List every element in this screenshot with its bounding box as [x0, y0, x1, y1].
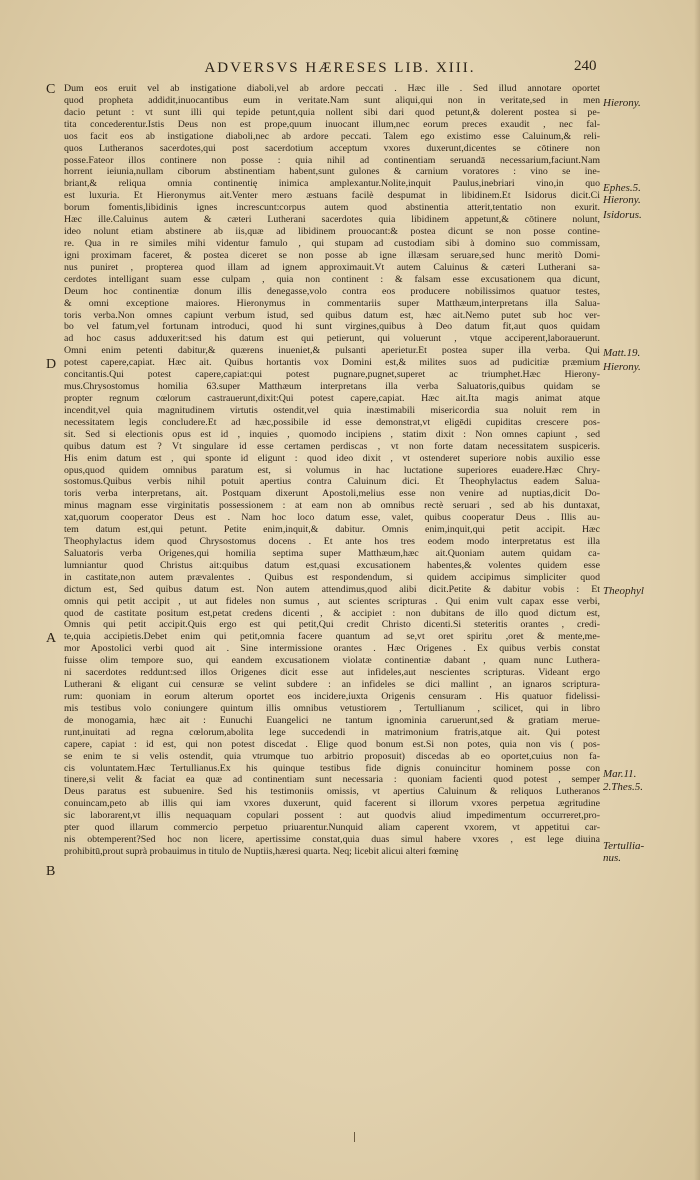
- section-letter-c: C: [46, 82, 56, 97]
- text-line: sostomus.Quibus verbis nihil potuit apertius contra Caluinum dici. Et Theophylactus eadem Salua-: [64, 476, 600, 488]
- text-line: lumniantur quod Christus ait:quibus datum est,quasi excusationem habentes,& volentes quidem esse: [64, 559, 600, 571]
- text-line: sit. Sed si electionis opus est id , inquies , quomodo incipiens , statim dixit : Non omnes capiunt , sed: [64, 428, 600, 440]
- text-line: tita concederentur.Istis Deus non est prope,quum inuocant illum,nec eorum preces exaudit , nec fal-: [64, 118, 600, 130]
- text-line: sic laborarent,vt illis nequaquam copulari possent : aut quodvis aliud impedimentum occurreret,pro-: [64, 810, 600, 822]
- bottom-mark: [354, 1132, 355, 1142]
- text-line: fuisse olim tempore suo, qui eandem excusationem violatæ continentiæ dabant , quam nunc Luthera-: [64, 655, 600, 667]
- text-line: in castitate,non autem prævalentes . Quibus est respondendum, si quidem accipimus simpliciter quod: [64, 571, 600, 583]
- text-line: toris verba.Non omnes capiunt verbum istud, sed quibus datum est, hæc ait.Nemo putet sub hoc ver-: [64, 309, 600, 321]
- text-line: runt,inuitati ad regna cœlorum,abolita lege succedendi in matrimonium fratris,atque ait. Qui potest: [64, 726, 600, 738]
- text-line: tinere,si velit & faciat ea quæ ad continentiam sunt necessaria : quoniam facienti quod potest , semper: [64, 774, 600, 786]
- text-line: rum: quoniam in eorum alterum oportet eos incidere,iuxta Origenis censuram . His quatuor fidelissi-: [64, 691, 600, 703]
- text-line: omnis qui petit accipit , ut aut fideles non sumus , aut scientes scripturas . Qui enim vult capax esse verbi,: [64, 595, 600, 607]
- text-line: Dum eos eruit vel ab instigatione diaboli,vel ab ardore peccati . Hæc ille . Sed illud annotare oportet: [64, 83, 600, 94]
- text-line: conuincam,peto ab illis qui iam vxores duxerunt, quid facerent si illorum vxores perpetua ægritudine: [64, 798, 600, 810]
- text-line: mus.Chrysostomus homilia 63.super Matthæum interpretans illa verba Saluatoris,quibus quidam se: [64, 381, 600, 393]
- text-line: posse.Fateor illos continere non posse : quia nihil ad continentiam seruandā necessarium,faciunt.Nam: [64, 154, 600, 166]
- text-line: de monogamia, hæc ait : Eunuchi Euangelici ne tantum ignominia caruerunt,sed & gratiam merue-: [64, 714, 600, 726]
- text-line: Deum hoc continentiæ donum illis denegasse,volo contra eos producere nobilissimos quatuor testes,: [64, 285, 600, 297]
- text-line: Lutherani & eligant cui censuræ se velint subdere : an infideles se dici mallint , an ignaros scriptura-: [64, 679, 600, 691]
- text-line: dacio petunt : vt sunt illi qui tepide petunt,quia nollent sibi dari quod petunt,& dolerent postea si pe-: [64, 106, 600, 118]
- text-line: briant,& reliqua omnia continentię inimica amplexantur.Nolite,inquit Paulus,inebriari vino,in quo: [64, 178, 600, 190]
- margin-note-hierony-2: Hierony.: [603, 194, 641, 206]
- text-line: est luxuria. Et Hieronymus ait.Venter mero æstuans facilè despumat in libidinem.Et Isidorus dicit.Ci: [64, 190, 600, 202]
- text-line: prohibitū,prout suprà probauimus in titulo de Nuptiis,hæresi quarta. Neq; licebit alicui alteri fœminę: [64, 846, 459, 857]
- text-line: propter regnum cœlorum castrauerunt,dixit:Qui potest capere,capiat. Hæc ait.Ita magis animat atque: [64, 392, 600, 404]
- text-line: Omni enim petenti dabitur,& quærens inueniet,& pulsanti aperietur.Et postea super illa verba. Qui: [64, 345, 600, 357]
- text-line: horrent ieiunia,nullam ciborum abstinentiam habent,sunt gulones & carnium voratores : vino se ine-: [64, 166, 600, 178]
- page-edge-shadow: [694, 0, 700, 1180]
- text-line: borum fomentis,libidinis ignes increscunt:corpus autem quod abstinentia atterit,tentatio non exurit.: [64, 202, 600, 214]
- text-line: Hæc ille.Caluinus autem & cæteri Lutherani sacerdotes quia libidinem appetunt,& cōtinere nolunt,: [64, 214, 600, 226]
- text-line: bo vel fatum,vel fortunam introduci, quod hi sunt virgines,quibus à Deo datum fit,aut quos quidam: [64, 321, 600, 333]
- text-line: ad hoc casus adduxerit:sed his datum est qui petierunt, qui voluerunt , vtque acciperent,laborauerunt.: [64, 333, 600, 345]
- section-letter-a: A: [46, 631, 57, 646]
- text-line: cerdotes intelligant suam esse culpam , quia non continent : & falsam esse excusationem qua dicunt,: [64, 273, 600, 285]
- text-line: His enim datum est , qui sponte id eligunt : quod ideo dixit , vt ostenderet superiore nobis auxilio esse: [64, 452, 600, 464]
- text-line: pter quod illarum commercio perpetuo priuarentur.Nunquid aliam caperent vxorem, vt appetitui car-: [64, 822, 600, 834]
- text-line: quod de castitate positum est,petat credens dicenti , & accipiet : non dubitans de illo quod dictum est,: [64, 607, 600, 619]
- text-line: te,quia accipietis.Debet enim qui petit,omnia facere quantum ad se,vt oret spiritu ,oret & mente,me-: [64, 631, 600, 643]
- text-line: Omnis qui petit accipit.Quis ergo est qui petit,Qui credit Christo dicenti.Si steteritis orantes , credi-: [64, 619, 600, 631]
- section-letter-b: B: [46, 864, 56, 879]
- text-line: necessitatem legis concludere.Et ad hæc,possibile id esse demonstrat,vt eligēdi cupiditas crescere pos-: [64, 416, 600, 428]
- folio-number: 240: [574, 58, 597, 74]
- text-line: xat,quorum cooperator Deus est . Nam hoc loco datum esse, valet, quibus cooperatur Deus . Illis au-: [64, 512, 600, 524]
- margin-note-isidorus: Isidorus.: [603, 209, 642, 221]
- text-line: mis testibus volo coniungere quintum illis omnibus vetustiorem , Tertullianum , scilicet, qui in libro: [64, 702, 600, 714]
- text-line: quod propheta addidit,inuocantibus eum in veritate.Nam sunt aliqui,qui non in veritate,sed in men: [64, 94, 600, 106]
- text-line: ideo nolunt etiam abstinere ab iis,quæ ad libidinem prouocant:& postea dicunt se non posse contine-: [64, 226, 600, 238]
- text-line: cis voluntatem.Hæc Tertullianus.Ex his quinque testibus fide dignis conuincitur hominem posse con: [64, 762, 600, 774]
- text-line: nis obtemperent?Sed hoc non licere, apertissime constat,quia duas simul habere vxores , est lege diuina: [64, 834, 600, 846]
- margin-note-thes: 2.Thes.5.: [603, 781, 644, 793]
- text-line: igni proximam faceret, & postea diceret se non posse ab igne illæsam seruare,sed hunc meritò Domi-: [64, 249, 600, 261]
- text-line: ni sacerdotes reddunt:sed illos Origenes dicit esse aut infideles,aut nescientes scripturas. Videant ergo: [64, 667, 600, 679]
- text-line: se enim te si velis ostendit, quia vtrumque tuo arbitrio proposuit) discedas ab eo oportet,cuius non fa-: [64, 750, 600, 762]
- text-line: concitantis.Qui potest capere,capiat:qui potest pugnare,pugnet,superet ac triumphet.Hæc Hierony-: [64, 369, 600, 381]
- text-line: capere, capiat : id est, qui non potest discedat . Elige quod bonum est.Si non potes, quia non vis ( pos-: [64, 738, 600, 750]
- text-line: potest capere,capiat. Hæc ait. Quibus hortantis vox Domini est,& milites suos ad pudicitiæ præmium: [64, 357, 600, 369]
- text-line: incendit,vel quia magnitudinem virtutis ostendit,vel quia inæstimabili misericordia sua noluit rem in: [64, 404, 600, 416]
- margin-note-ephes: Ephes.5.: [603, 182, 641, 194]
- text-line: uos facit eos ab instigatione diaboli,nec ab ardore peccati. Talem ego existimo esse Caluinum,& reli-: [64, 130, 600, 142]
- body-text: [64, 83, 600, 858]
- text-line: quibus datum est ? Vt singulare id esse certamen perdiscas , vt non forte datam necessitatem suspiceris.: [64, 440, 600, 452]
- margin-note-nus: nus.: [603, 852, 622, 864]
- margin-note-hierony-3: Hierony.: [603, 361, 641, 373]
- text-line: Theophylactus idem quod Chrysostomus docens . Et ante hos tres eodem modo interpretatus est illa: [64, 536, 600, 548]
- margin-note-hierony: Hierony.: [603, 97, 641, 109]
- margin-note-tertullia: Tertullia-: [603, 840, 645, 852]
- text-line: re. Qua in re similes mihi videntur famulo , qui stupam ad custodiam sibi à domino suo commissam,: [64, 237, 600, 249]
- page-header: [0, 60, 700, 82]
- margin-note-mar: Mar.11.: [603, 768, 637, 780]
- text-line: tem datum est,qui petunt. Petite enim,inquit,& dabitur. Omnis enim,inquit,qui petit accipit. Hæc: [64, 524, 600, 536]
- text-line: quos Lutheranos sacerdotes,qui post sacerdotium acceptum vxores duxerunt,dicentes se cōtinere non: [64, 142, 600, 154]
- text-line: Saluatoris verba Origenes,qui homilia septima super Matthæum,hæc ait.Quoniam autem quidam ca-: [64, 547, 600, 559]
- text-line: toris verba interpretans, ait. Postquam dixerunt Apostoli,melius esse non venire ad nuptias,dicit Do-: [64, 488, 600, 500]
- text-line: minus magnam esse virginitatis possessionem : at eam non ab omnibus rectè seruari , sed ab his duntaxat,: [64, 500, 600, 512]
- text-line: nus puniret , propterea quod illam ad ignem approximauit.Vt autem Caluinus & cæteri Lutherani sa-: [64, 261, 600, 273]
- section-letter-d: D: [46, 357, 57, 372]
- text-line: opus,quod quidem omnibus paratum est, si volumus in hac luctatione superiores euadere.Hæc Chry-: [64, 464, 600, 476]
- text-line: Deus paratus est subuenire. Sed his testimoniis omissis, vt apertius Caluinum & reliquos Lutheranos: [64, 786, 600, 798]
- margin-note-theophyl: Theophyl: [603, 585, 644, 597]
- text-line: mor Apostolici verbi quod ait . Sine intermissione orantes . Hæc Origenes . Ex quibus verbis constat: [64, 643, 600, 655]
- text-line: dictum est, Sed quibus datum est. Non autem attendimus,quod alibi dicit.Petite & dabitur vobis : Et: [64, 583, 600, 595]
- text-line: & omni exceptione maiores. Hieronymus in commentariis super Matthæum,interpretans illa Salua-: [64, 297, 600, 309]
- margin-note-matt: Matt.19.: [603, 347, 641, 359]
- running-title: ADVERSVS HÆRESES LIB. XIII.: [204, 60, 476, 76]
